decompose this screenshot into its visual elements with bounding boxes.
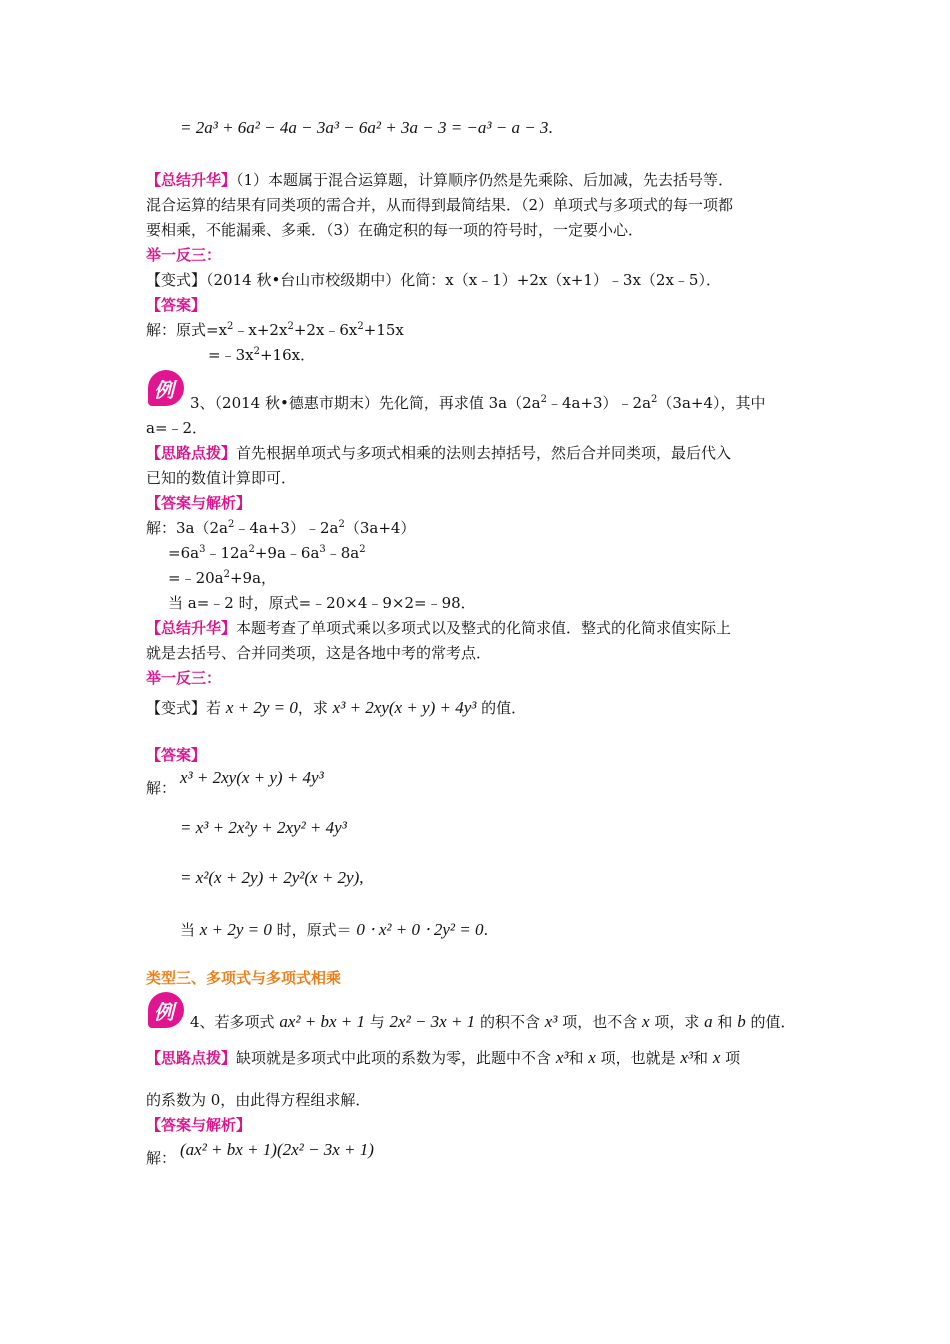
example-4-question: 4、若多项式 ax² + bx + 1 与 2x² − 3x + 1 的积不含 x³ 项，也不含 x 项，求 a 和 b 的值． [190,1012,796,1031]
solution-line-1: 解：原式$=x^2﹣x+2x^2+2x﹣6x^2+15x$ [146,321,404,339]
type3-hint-line-1: 【思路点拨】缺项就是多项式中此项的系数为零，此题中不含 x³和 x 项，也就是 x³和 x 项 [146,1048,741,1067]
jie-label: 解： [146,779,177,797]
answer-analysis-tag: 【答案与解析】 [146,494,252,512]
example-3-question-line2: a=﹣2． [146,419,208,437]
summary-tag: 【总结升华】 [146,171,237,189]
summary-line-3: 要相乘，不能漏乘、多乘．（3）在确定积的每一项的符号时，一定要小心． [146,221,644,239]
p2-step-3: = x²(x + 2y) + 2y²(x + 2y), [180,868,364,887]
p2-step-1: x³ + 2xy(x + y) + 4y³ [180,768,324,787]
ex3-step-4: 当 a=﹣2 时，原式=﹣20×4﹣9×2=﹣98． [168,594,476,612]
ex3-step-1: 解：$3a(2a^2﹣4a+3)﹣2a^2(3a+4)$ [146,519,416,537]
ex3-summary-line-1: 【总结升华】本题考查了单项式乘以多项式以及整式的化简求值．整式的化简求值实际上 [146,619,732,637]
practice-2-title: 举一反三： [146,669,222,687]
practice-title: 举一反三： [146,246,222,264]
summary-line-1: 【总结升华】（1）本题属于混合运算题，计算顺序仍然是先乘除、后加减，先去括号等． [146,171,734,189]
answer-tag: 【答案】 [146,296,207,314]
ex3-summary-line-2: 就是去括号、合并同类项，这是各地中考的常考点． [146,644,492,662]
example-3-question: 3、（2014 秋•德惠市期末）先化简，再求值 $3a(2a^2﹣4a+3)﹣2a^2(3a+4)$，其中 [190,394,766,412]
type3-hint-line-2: 的系数为 0，由此得方程组求解． [146,1091,371,1109]
example-badge-4: 例 [146,990,186,1030]
solution-line-2: $=﹣3x^2+16x$． [208,346,316,364]
ex3-step-2: $=6a^3﹣12a^2+9a﹣6a^3﹣8a^2$ [168,544,366,562]
summary-line-2: 混合运算的结果有同类项的需合并，从而得到最简结果．（2）单项式与多项式的每一项都 [146,196,734,214]
p2-step-2: = x³ + 2x²y + 2xy² + 4y³ [180,818,347,837]
example-badge-3: 例 [146,368,186,408]
ex3-step-3: $=﹣20a^2+9a$， [168,569,277,587]
section-heading-type3: 类型三、多项式与多项式相乘 [146,969,342,987]
hint-line-1: 【思路点拨】首先根据单项式与多项式相乘的法则去掉括号，然后合并同类项，最后代入 [146,444,732,462]
answer-2-tag: 【答案】 [146,746,207,764]
type3-product: (ax² + bx + 1)(2x² − 3x + 1) [180,1140,374,1159]
equation-result: = 2a³ + 6a² − 4a − 3a³ − 6a² + 3a − 3 = −a³ − a − 3. [180,118,553,137]
variant-line: 【变式】（2014 秋•台山市校级期中）化简：x（x﹣1）+2x（x+1）﹣3x（2x﹣5）． [146,271,721,289]
type3-jie: 解： [146,1149,177,1167]
hint-line-2: 已知的数值计算即可． [146,469,297,487]
p2-step-4: 当 x + 2y = 0 时，原式＝ 0 ⋅ x² + 0 ⋅ 2y² = 0. [180,920,489,939]
variant-2-line: 【变式】若 x + 2y = 0，求 x³ + 2xy(x + y) + 4y³ 的值． [146,698,527,717]
type3-answer-tag: 【答案与解析】 [146,1116,252,1134]
